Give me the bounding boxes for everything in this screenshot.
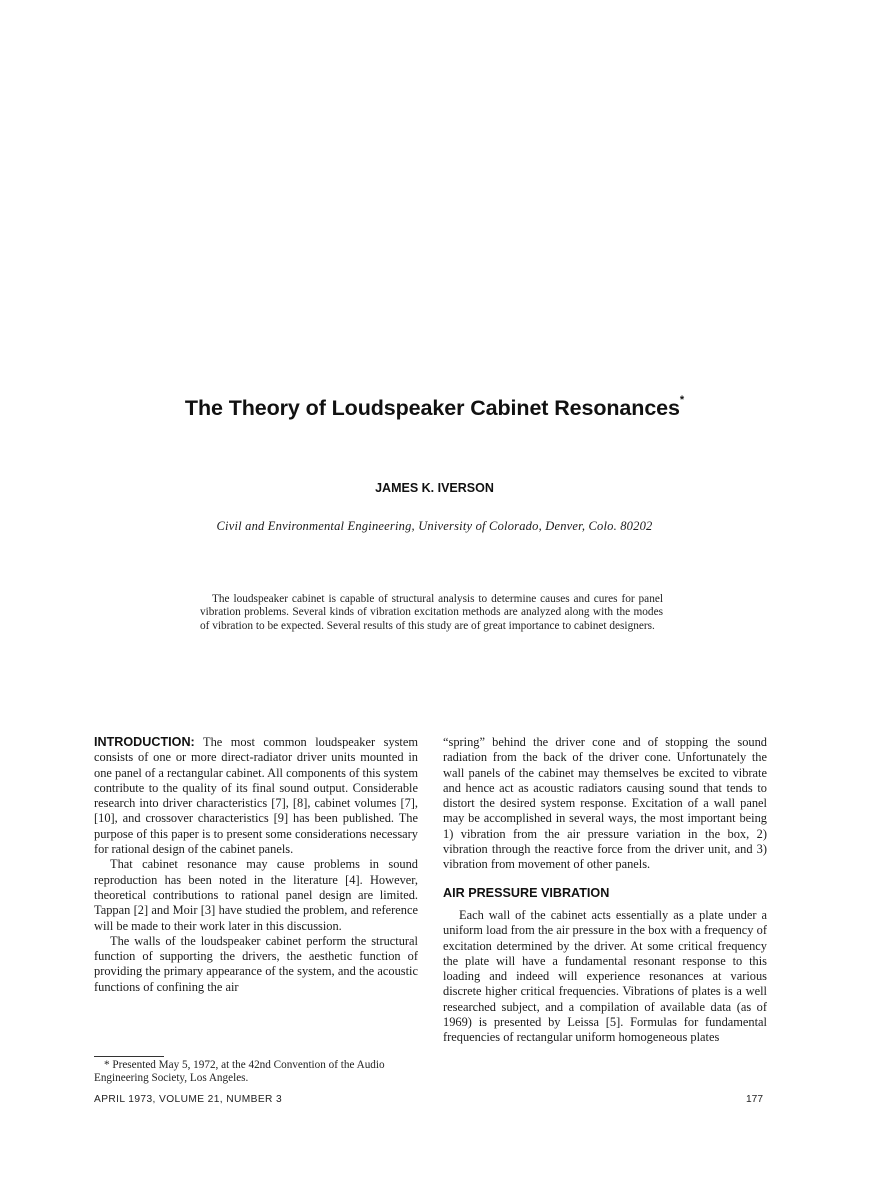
title-footnote-mark: * — [679, 394, 685, 406]
intro-paragraph-1-text: The most common loudspeaker system consists of one or more direct-radiator driver units mounted in one panel of a rectangular cabinet. All components of this system contribute to the quality of its final sound output. Considerable research into driver characteristics [7], [8], cabinet volumes [7], [10], and crossover characteristics [9] has been published. The purpose of this paper is to present some considerations necessary for rational design of the cabinet panels. — [94, 735, 419, 857]
right-column — [443, 735, 767, 1046]
left-column — [94, 735, 418, 995]
title-text: The Theory of Loudspeaker Cabinet Resonances — [184, 396, 680, 420]
footnote: * Presented May 5, 1972, at the 42nd Convention of the Audio Engineering Society, Los Angeles. — [94, 1059, 385, 1084]
right-paragraph-1: “spring” behind the driver cone and of stopping the sound radiation from the back of the driver cone. Unfortunately the wall panels of the cabinet may themselves be excited to vibrate and hence act as acoustic radiators causing sound that tends to distort the desired system response. Excitation of a wall panel may be accomplished in several ways, the most important being 1) vibration from the air pressure variation in the box, 2) vibration through the reactive force from the driver unit, and 3) vibration from movement of other panels. — [443, 735, 767, 872]
section-heading-air-pressure: AIR PRESSURE VIBRATION — [443, 885, 610, 900]
footnote-rule — [94, 1056, 164, 1057]
running-footer: APRIL 1973, VOLUME 21, NUMBER 3 — [94, 1094, 283, 1105]
author-affiliation: Civil and Environmental Engineering, University of Colorado, Denver, Colo. 80202 — [216, 519, 653, 533]
right-paragraph-2: Each wall of the cabinet acts essentially as a plate under a uniform load from the air pressure in the box with a frequency of excitation determined by the driver. At some critical frequency the plate will have a fundamental resonant response to this loading and indeed will experience resonances at various discrete higher critical frequencies. Vibrations of plates is a well researched subject, and a compilation of available data (as of 1969) is presented by Leissa [5]. Formulas for fundamental frequencies of rectangular uniform homogeneous plates — [443, 907, 767, 1045]
article-title — [0, 396, 869, 421]
intro-paragraph-2: That cabinet resonance may cause problems in sound reproduction has been noted in the literature [4]. However, theoretical contributions to rational panel design are limited. Tappan [2] and Moir [3] have studied the problem, and reference will be made to their work later in this discussion. — [94, 857, 418, 933]
intro-heading: INTRODUCTION: — [94, 735, 195, 749]
abstract: The loudspeaker cabinet is capable of structural analysis to determine causes and cures for panel vibration problems. Several kinds of vibration excitation methods are analyzed along with the modes of vibration to be expected. Several results of this study are of great importance to cabinet designers. — [200, 593, 663, 632]
intro-paragraph-3: The walls of the loudspeaker cabinet perform the structural function of supporting the drivers, the aesthetic function of providing the primary appearance of the system, and the acoustic functions of confining the air — [94, 933, 418, 994]
page-number: 177 — [746, 1094, 763, 1105]
author-name: JAMES K. IVERSON — [375, 481, 494, 495]
intro-paragraph-1 — [94, 735, 418, 857]
